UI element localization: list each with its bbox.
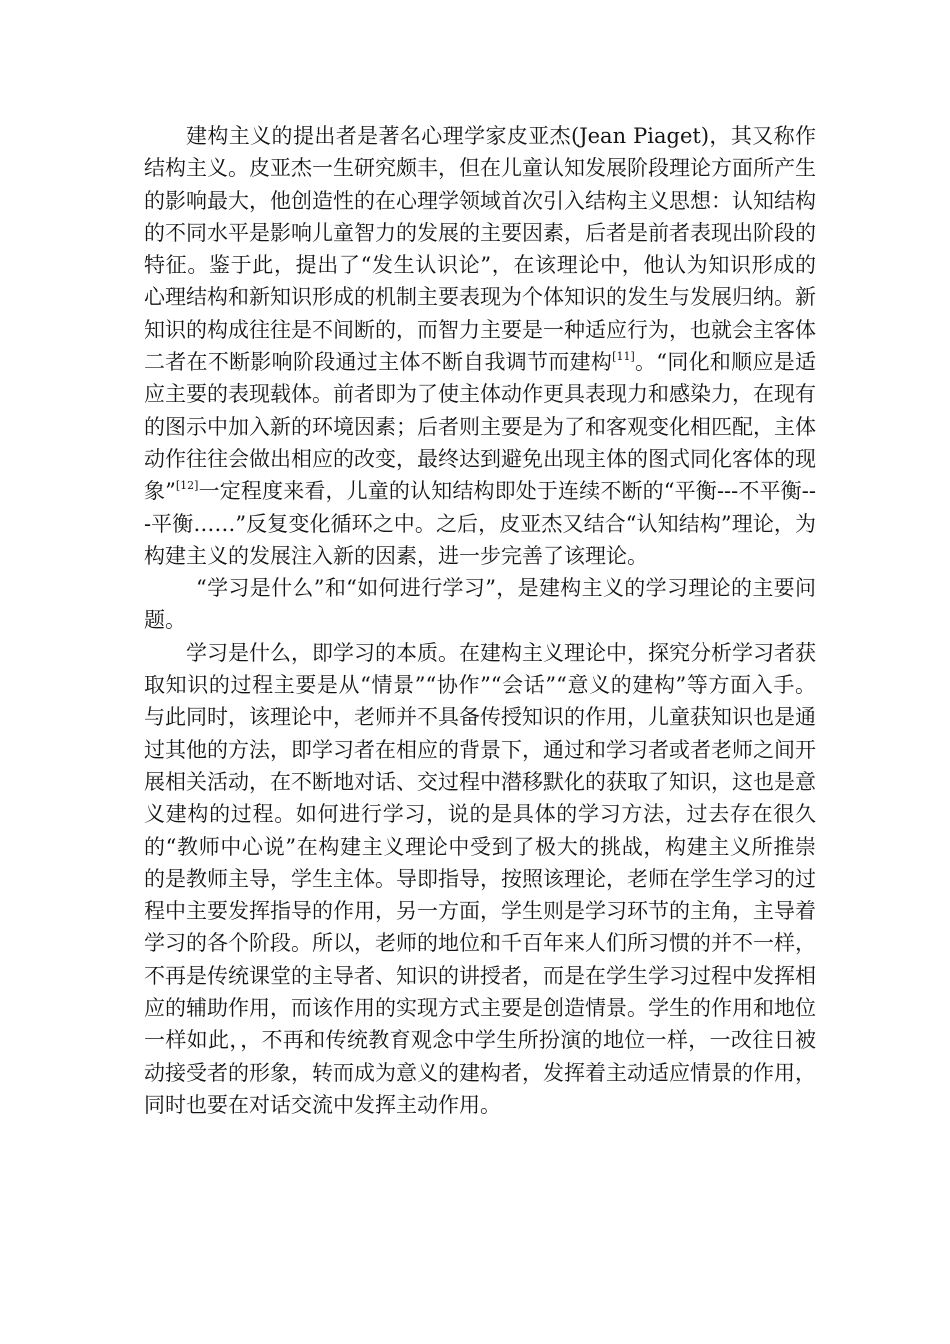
paragraph-text: “学习是什么”和“如何进行学习”，是建构主义的学习理论的主要问题。 (144, 576, 816, 633)
paragraph-piaget-constructivism (144, 120, 816, 572)
paragraph-text: 。“同化和顺应是适应主要的表现载体。前者即为了使主体动作更具表现力和感染力，在现有的图示中加入新的环境因素；后者则主要是为了和客观变化相匹配，主体动作往往会做出相应的改变，最终达到避免出现主体的图式同化客体的现象” (144, 350, 816, 504)
paragraph-text: 学习是什么，即学习的本质。在建构主义理论中，探究分析学习者获取知识的过程主要是从“情景”“协作”“会话”“意义的建构”等方面入手。与此同时，该理论中，老师并不具备传授知识的作用，儿童获知识也是通过其他的方法，即学习者在相应的背景下，通过和学习者或者老师之间开展相关活动，在不断地对话、交过程中潜移默化的获取了知识，这也是意义建构的过程。如何进行学习，说的是具体的学习方法，过去存在很久的“教师中心说”在构建主义理论中受到了极大的挑战，构建主义所推崇的是教师主导，学生主体。导即指导，按照该理论，老师在学生学习的过程中主要发挥指导的作用，另一方面，学生则是学习环节的主角，主导着学习的各个阶段。所以，老师的地位和千百年来人们所习惯的并不一样，不再是传统课堂的主导者、知识的讲授者，而是在学生学习过程中发挥相应的辅助作用，而该作用的实现方式主要是创造情景。学生的作用和地位一样如此，，不再和传统教育观念中学生所扮演的地位一样，一改往日被动接受者的形象，转而成为意义的建构者，发挥着主动适应情景的作用，同时也要在对话交流中发挥主动作用。 (144, 640, 816, 1117)
paragraph-main-questions (144, 572, 816, 637)
citation-marker: [12] (175, 479, 199, 493)
document-body (144, 120, 816, 1121)
paragraph-text: 建构主义的提出者是著名心理学家皮亚杰(Jean Piaget)，其又称作结构主义。皮亚杰一生研究颇丰，但在儿童认知发展阶段理论方面所产生的影响最大，他创造性的在心理学领域首次引入结构主义思想：认知结构的不同水平是影响儿童智力的发展的主要因素，后者是前者表现出阶段的特征。鉴于此，提出了“发生认识论”，在该理论中，他认为知识形成的心理结构和新知识形成的机制主要表现为个体知识的发生与发展归纳。新知识的构成往往是不间断的，而智力主要是一种适应行为，也就会主客体二者在不断影响阶段通过主体不断自我调节而建构 (144, 124, 816, 375)
paragraph-text: 一定程度来看，儿童的认知结构即处于连续不断的“平衡---不平衡---平衡……”反复变化循环之中。之后，皮亚杰又结合“认知结构”理论，为构建主义的发展注入新的因素，进一步完善了该理论。 (144, 479, 816, 568)
paragraph-learning-essence (144, 637, 816, 1121)
citation-marker: [11] (612, 350, 635, 364)
